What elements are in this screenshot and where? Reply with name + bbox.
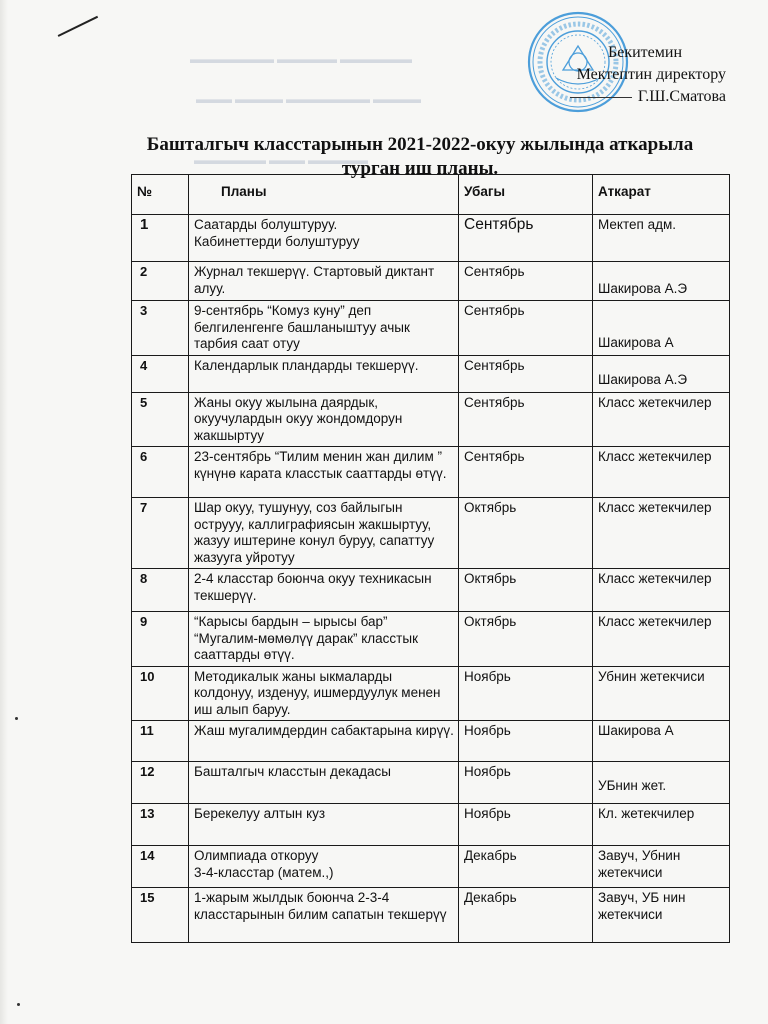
row-month: Октябрь [459,498,593,569]
row-number: 12 [132,762,189,804]
row-number: 1 [132,215,189,262]
table-row [132,262,730,301]
row-number: 2 [132,262,189,301]
ink-speck [17,1003,20,1006]
row-month: Ноябрь [459,721,593,762]
row-number: 5 [132,392,189,447]
row-month: Сентябрь [459,215,593,262]
signature-stroke [570,97,632,98]
table-row [132,804,730,846]
row-month: Сентябрь [459,447,593,498]
row-number: 7 [132,498,189,569]
header-time: Убагы [459,175,593,215]
row-month: Сентябрь [459,355,593,392]
row-number: 9 [132,612,189,667]
table-row [132,392,730,447]
row-responsible: Класс жетекчилер [593,612,730,667]
header-plan: Планы [189,175,459,215]
approval-signer: Г.Ш.Сматова [637,88,726,105]
approval-block [570,42,726,108]
row-month: Сентябрь [459,262,593,301]
table-header-row [132,175,730,215]
approval-heading: Бекитемин [608,44,682,61]
row-responsible: УБнин жет. [593,762,730,804]
row-number: 13 [132,804,189,846]
row-month: Декабрь [459,888,593,943]
approval-signature-line [570,86,726,108]
row-responsible: Класс жетекчилер [593,447,730,498]
row-month: Ноябрь [459,804,593,846]
table-row [132,215,730,262]
row-plan: Журнал текшерүү. Стартовый диктант алуу. [189,262,459,301]
row-month: Октябрь [459,569,593,612]
row-responsible: Кл. жетекчилер [593,804,730,846]
row-responsible: Мектеп адм. [593,215,730,262]
row-month: Октябрь [459,612,593,667]
row-number: 11 [132,721,189,762]
bleed-through-text: ▬▬▬ ▬▬▬▬ ▬▬▬▬▬▬▬ ▬▬▬▬ [196,92,421,106]
table-row [132,666,730,721]
pen-mark [58,16,98,37]
row-plan: Олимпиада откоруу 3-4-класстар (матем.,) [189,846,459,888]
row-responsible: Шакирова А [593,301,730,356]
row-responsible: Класс жетекчилер [593,569,730,612]
table-row [132,498,730,569]
row-plan: Жаш мугалимдердин сабактарына кирүү. [189,721,459,762]
row-number: 10 [132,666,189,721]
row-responsible: Класс жетекчилер [593,498,730,569]
row-responsible: Шакирова А.Э [593,355,730,392]
table-body [132,215,730,943]
header-responsible: Аткарат [593,175,730,215]
row-plan: Шар окуу, тушунуу, соз байлыгын острууу, каллиграфиясын жакшыртуу, жазуу иштерине конул буруу, сапаттуу жазууга уйротуу [189,498,459,569]
row-month: Ноябрь [459,762,593,804]
scan-edge-shadow [0,0,8,1024]
title-line-2: турган иш планы. [341,158,499,179]
row-responsible: Завуч, Убнин жетекчиси [593,846,730,888]
table-row [132,301,730,356]
row-plan: 9-сентябрь “Комуз куну” деп белгиленгенге башланыштуу ачык тарбия саат отуу [189,301,459,356]
row-plan: Башталгыч класстын декадасы [189,762,459,804]
row-plan: 23-сентябрь “Тилим менин жан дилим ” күнүнө карата класстык сааттарды өтүү. [189,447,459,498]
table-row [132,569,730,612]
row-month: Ноябрь [459,666,593,721]
row-plan: Календарлык пландарды текшерүү. [189,355,459,392]
table-row [132,721,730,762]
table-row [132,846,730,888]
row-plan: “Карысы бардын – ырысы бар” “Мугалим-мөмөлүү дарак” класстык сааттарды өтүү. [189,612,459,667]
row-plan: 1-жарым жылдык боюнча 2-3-4 класстарынын билим сапатын текшерүү [189,888,459,943]
row-responsible: Шакирова А [593,721,730,762]
row-plan: Жаны окуу жылына даярдык, окуучулардын окуу жондомдорун жакшыртуу [189,392,459,447]
row-responsible: Шакирова А.Э [593,262,730,301]
table-row [132,355,730,392]
row-number: 8 [132,569,189,612]
row-plan: Саатарды болуштуруу. Кабинеттерди болуштуруу [189,215,459,262]
row-plan: Методикалык жаны ыкмаларды колдонуу, изденуу, ишмердуулук менен иш алып баруу. [189,666,459,721]
row-plan: Берекелуу алтын куз [189,804,459,846]
approval-position: Мектептин директору [576,66,726,83]
table-row [132,762,730,804]
table-row [132,888,730,943]
row-number: 14 [132,846,189,888]
row-responsible: Завуч, УБ нин жетекчиси [593,888,730,943]
row-number: 3 [132,301,189,356]
row-month: Декабрь [459,846,593,888]
row-number: 4 [132,355,189,392]
work-plan-table [131,174,730,943]
row-number: 6 [132,447,189,498]
row-responsible: Класс жетекчилер [593,392,730,447]
header-number: № [132,175,189,215]
row-responsible: Убнин жетекчиси [593,666,730,721]
table-row [132,612,730,667]
table-row [132,447,730,498]
row-plan: 2-4 класстар боюнча окуу техникасын текшерүү. [189,569,459,612]
row-number: 15 [132,888,189,943]
ink-speck [15,717,18,720]
bleed-through-text: ▬▬▬▬▬▬ ▬▬▬ ▬▬▬▬▬ [194,153,368,167]
row-month: Сентябрь [459,392,593,447]
bleed-through-text: ▬▬▬▬▬▬▬ ▬▬▬▬▬ ▬▬▬▬▬▬ [190,52,412,66]
row-month: Сентябрь [459,301,593,356]
title-line-1: Башталгыч класстарынын 2021-2022-окуу жылында аткарыла [146,134,694,155]
